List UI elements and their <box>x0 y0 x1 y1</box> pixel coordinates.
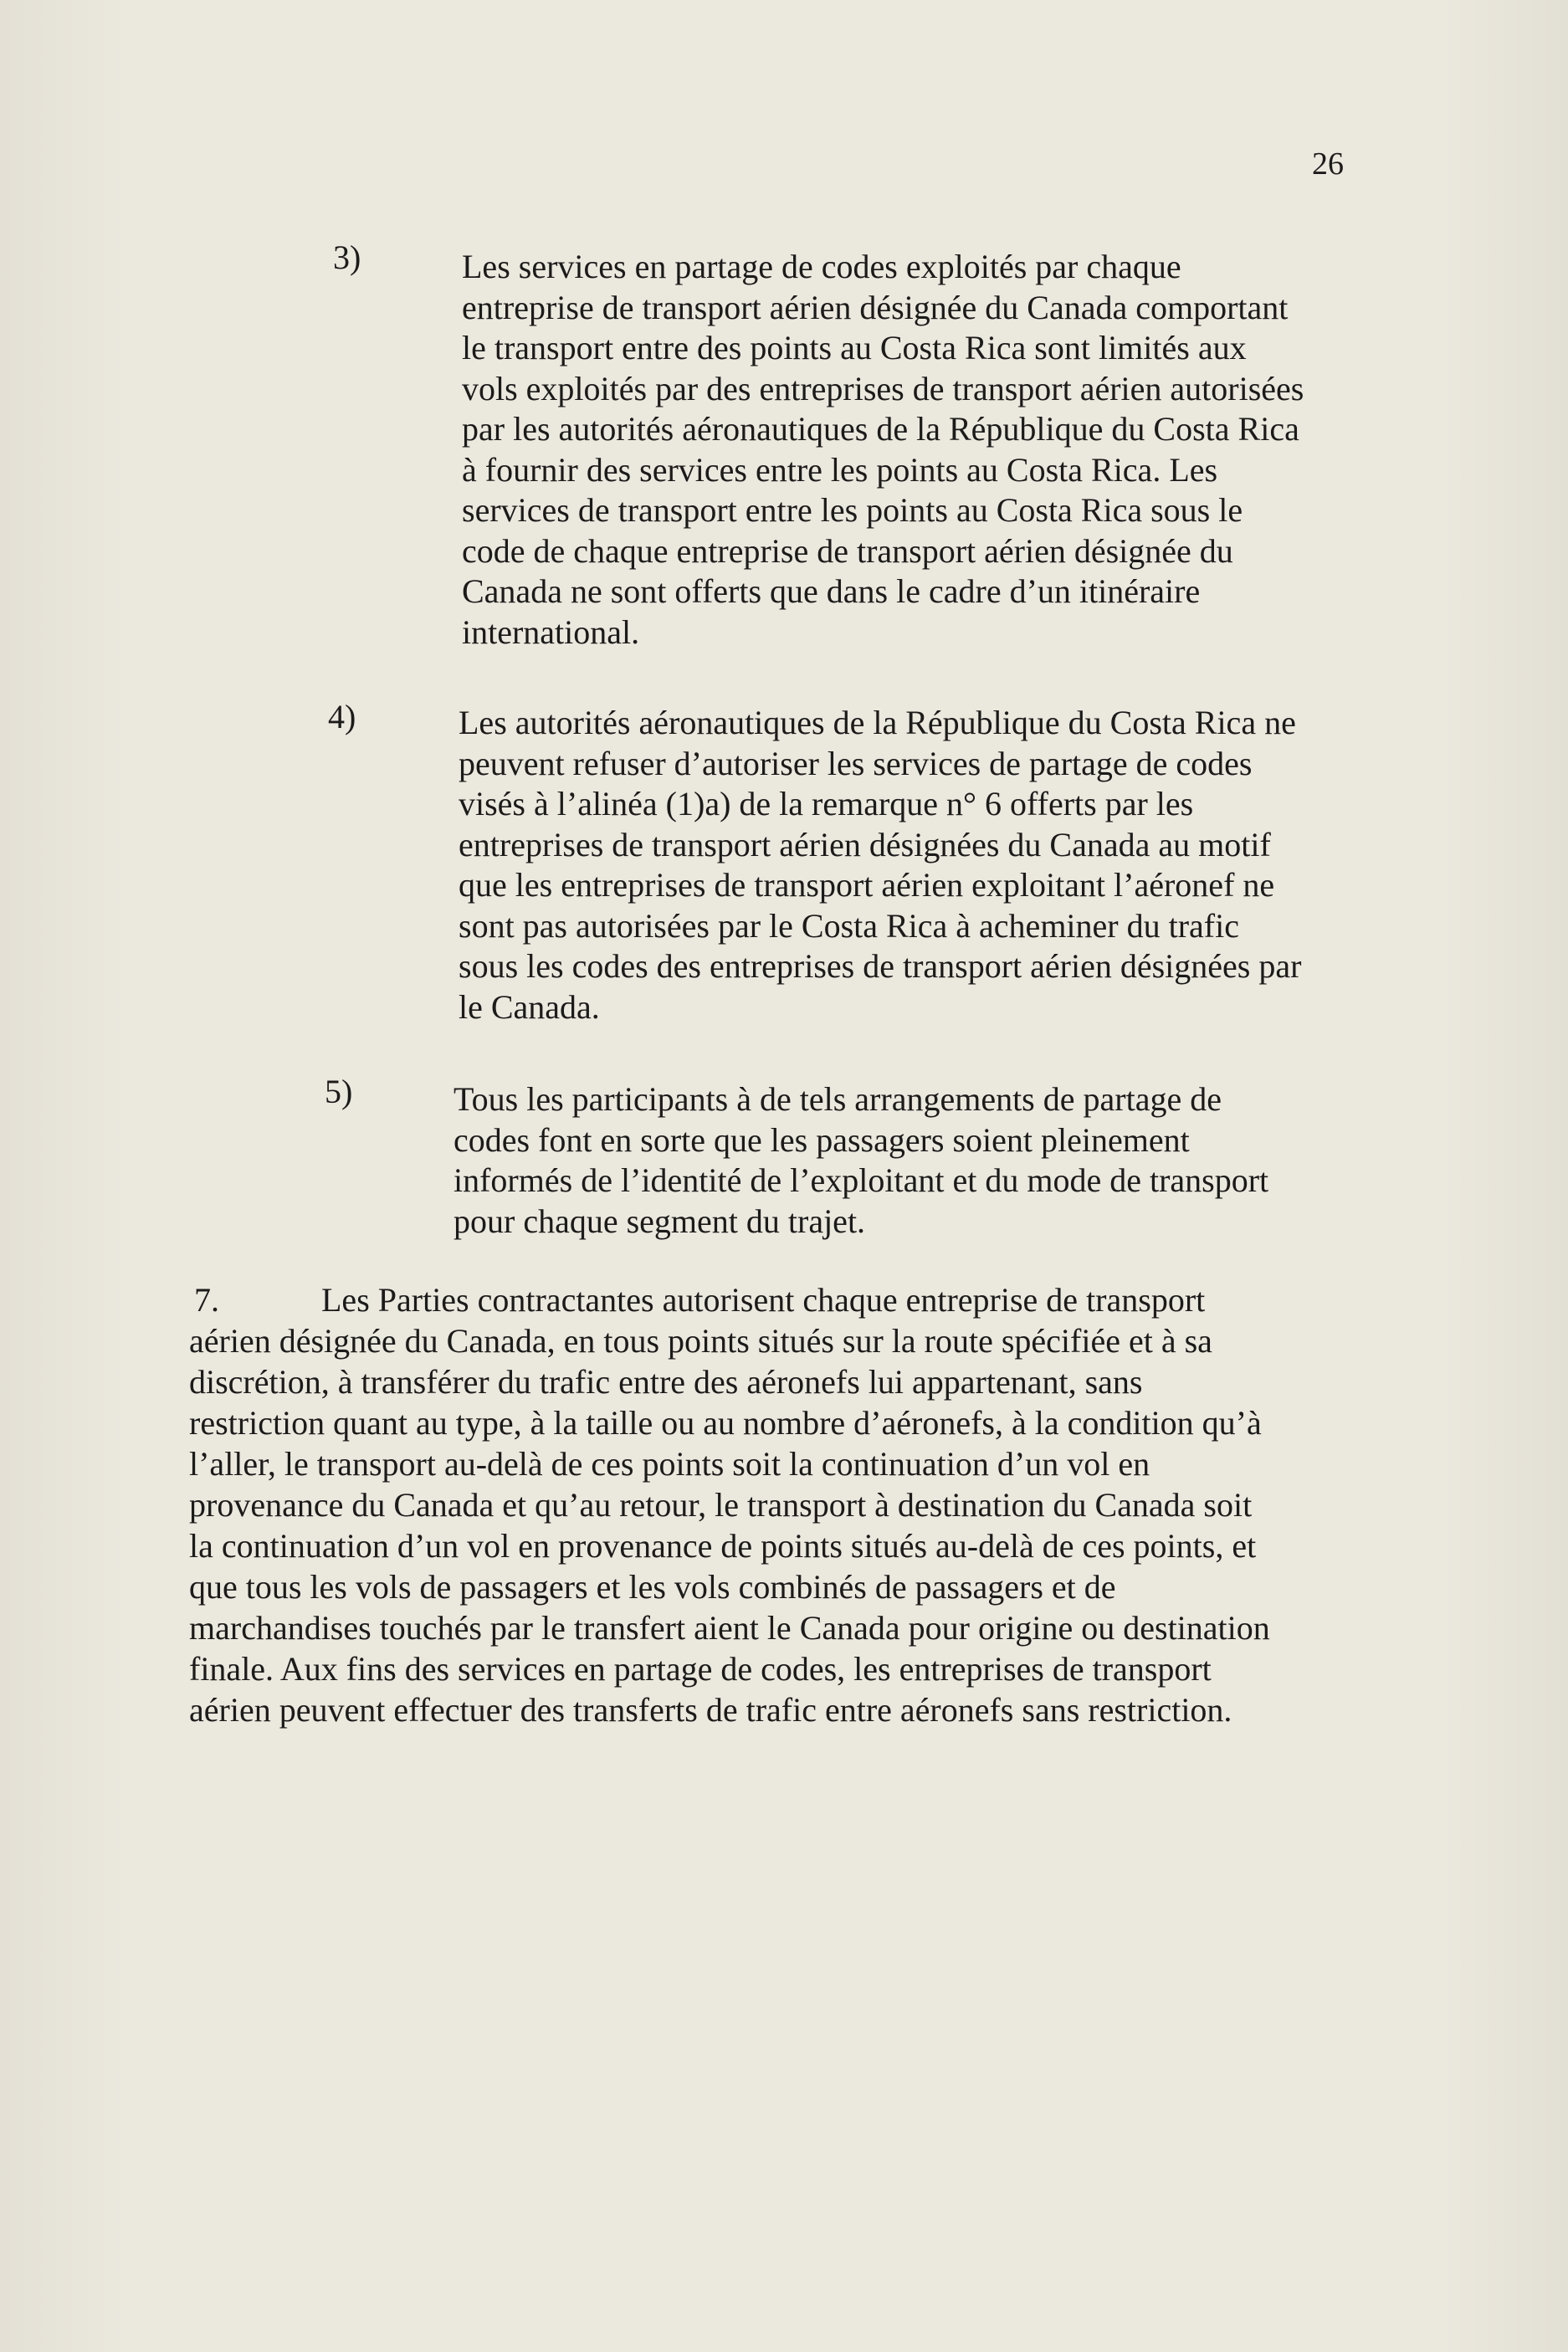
text-line: services de transport entre les points au Costa Rica sous le <box>462 491 1243 529</box>
text-line: visés à l’alinéa (1)a) de la remarque n° 6 offerts par les <box>459 785 1194 822</box>
item-label: 5) <box>325 1073 353 1110</box>
text-line: le transport entre des points au Costa Rica sont limités aux <box>462 329 1247 366</box>
paragraph-body <box>189 1320 1270 1730</box>
text-line: international. <box>462 612 640 651</box>
text-line: finale. Aux fins des services en partage de codes, les entreprises de transport <box>189 1650 1212 1688</box>
paragraph-number: 7. <box>194 1281 219 1319</box>
text-line: l’aller, le transport au-delà de ces points soit la continuation d’un vol en <box>189 1445 1150 1483</box>
text-line: provenance du Canada et qu’au retour, le transport à destination du Canada soit <box>189 1486 1253 1524</box>
item-label: 3) <box>333 238 361 276</box>
text-line: codes font en sorte que les passagers soient pleinement <box>453 1120 1190 1159</box>
item-text <box>459 703 1301 1027</box>
text-line: vols exploités par des entreprises de transport aérien autorisées <box>462 369 1304 407</box>
text-line: que tous les vols de passagers et les vols combinés de passagers et de <box>189 1568 1116 1606</box>
text-line: pour chaque segment du trajet. <box>453 1202 866 1240</box>
text-line: sont pas autorisées par le Costa Rica à acheminer du trafic <box>459 906 1239 945</box>
text-line: Canada ne sont offerts que dans le cadre d’un itinéraire <box>462 572 1201 610</box>
text-line: restriction quant au type, à la taille ou au nombre d’aéronefs, à la condition qu’à <box>189 1404 1262 1442</box>
text-line: entreprises de transport aérien désignées du Canada au motif <box>459 825 1271 863</box>
text-line: à fournir des services entre les points au Costa Rica. Les <box>462 450 1218 489</box>
paragraph-first-line: Les Parties contractantes autorisent chaque entreprise de transport <box>321 1281 1206 1319</box>
text-line: que les entreprises de transport aérien exploitant l’aéronef ne <box>459 866 1275 904</box>
text-line: Les services en partage de codes exploités par chaque <box>462 248 1181 285</box>
text-line: marchandises touchés par le transfert aient le Canada pour origine ou destination <box>189 1609 1270 1647</box>
text-line: par les autorités aéronautiques de la République du Costa Rica <box>462 410 1299 448</box>
text-line: la continuation d’un vol en provenance de points situés au-delà de ces points, et <box>189 1527 1257 1565</box>
text-line: Tous les participants à de tels arrangements de partage de <box>453 1080 1222 1118</box>
text-line: sous les codes des entreprises de transport aérien désignées par <box>459 947 1302 985</box>
text-line: Les autorités aéronautiques de la République du Costa Rica ne <box>459 704 1296 741</box>
text-line: entreprise de transport aérien désignée du Canada comportant <box>462 288 1289 326</box>
page-number: 26 <box>1312 146 1344 182</box>
text-line: aérien désignée du Canada, en tous points situés sur la route spécifiée et à sa <box>189 1322 1212 1360</box>
text-line: aérien peuvent effectuer des transferts de trafic entre aéronefs sans restriction. <box>189 1691 1232 1729</box>
text-line: discrétion, à transférer du trafic entre des aéronefs lui appartenant, sans <box>189 1363 1143 1401</box>
item-label: 4) <box>328 698 356 735</box>
item-text <box>453 1079 1268 1242</box>
item-text <box>462 247 1304 653</box>
text-line: informés de l’identité de l’exploitant et du mode de transport <box>453 1161 1269 1199</box>
text-line: le Canada. <box>459 987 600 1026</box>
text-line: peuvent refuser d’autoriser les services de partage de codes <box>459 744 1253 782</box>
text-line: code de chaque entreprise de transport aérien désignée du <box>462 531 1233 570</box>
